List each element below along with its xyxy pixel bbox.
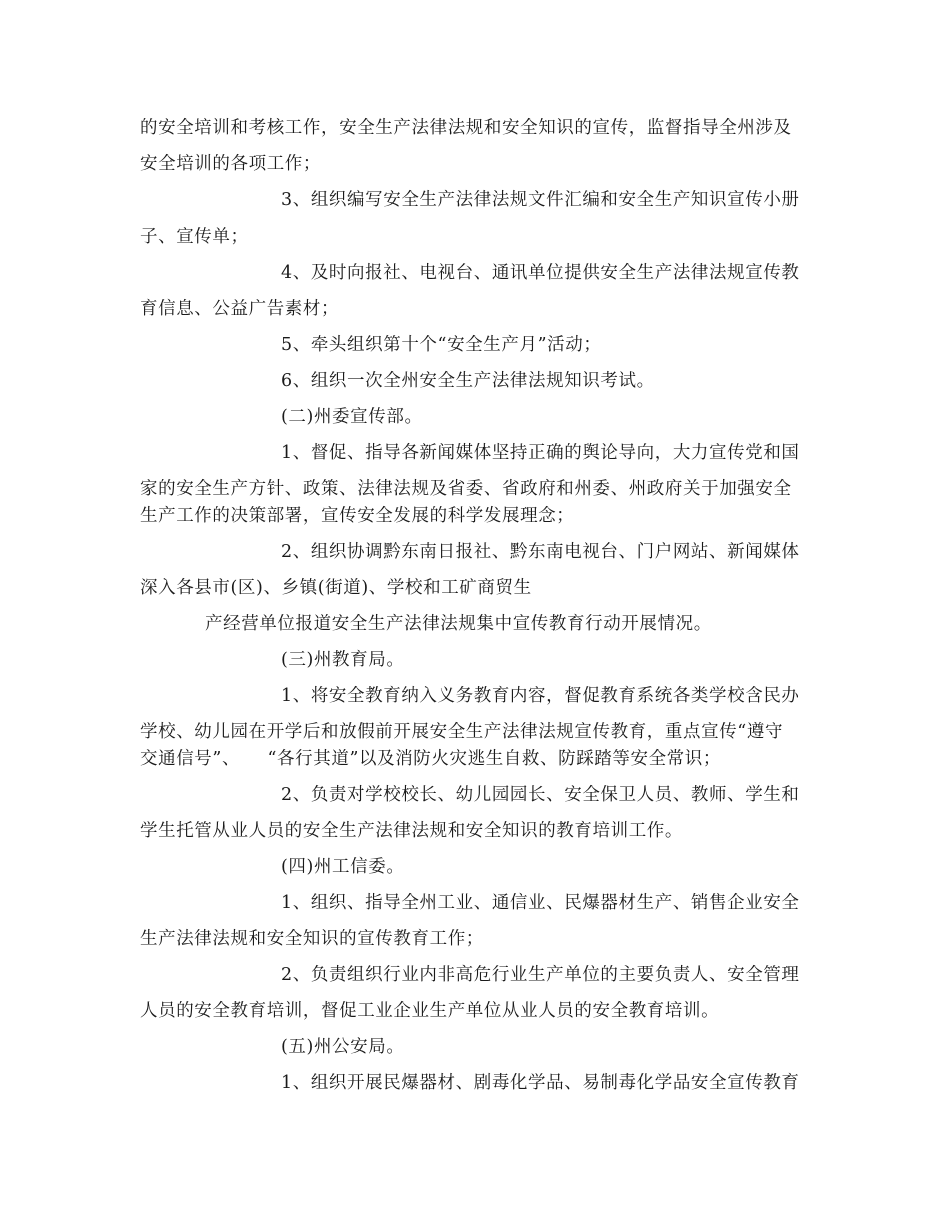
text-line: 交通信号”、 “各行其道”以及消防火灾逃生自救、防踩踏等安全常识；	[140, 749, 721, 769]
text-line: 生产法律法规和安全知识的宣传教育工作；	[140, 929, 484, 949]
text-line: 深入各县市(区)、乡镇(街道)、学校和工矿商贸生	[140, 578, 532, 598]
text-line: 子、宣传单；	[140, 227, 249, 247]
text-line: 1、将安全教育纳入义务教育内容，督促教育系统各类学校含民办	[281, 686, 800, 706]
text-line: 2、组织协调黔东南日报社、黔东南电视台、门户网站、新闻媒体	[281, 542, 800, 562]
text-line: 学生托管从业人员的安全生产法律法规和安全知识的教育培训工作。	[140, 821, 683, 841]
text-line: 人员的安全教育培训，督促工业企业生产单位从业人员的安全教育培训。	[140, 1001, 720, 1021]
text-line: 的安全培训和考核工作，安全生产法律法规和安全知识的宣传，监督指导全州涉及	[140, 118, 792, 138]
text-line: 6、组织一次全州安全生产法律法规知识考试。	[281, 371, 655, 391]
text-line: 2、负责对学校校长、幼儿园园长、安全保卫人员、教师、学生和	[281, 785, 800, 805]
text-line: 产经营单位报道安全生产法律法规集中宣传教育行动开展情况。	[205, 614, 712, 634]
text-line: 1、督促、指导各新闻媒体坚持正确的舆论导向，大力宣传党和国	[281, 443, 800, 463]
text-line: 安全培训的各项工作；	[140, 154, 321, 174]
text-line: 4、及时向报社、电视台、通讯单位提供安全生产法律法规宣传教	[281, 263, 800, 283]
section-heading: (四)州工信委。	[281, 857, 405, 877]
section-heading: (五)州公安局。	[281, 1037, 405, 1057]
text-line: 1、组织、指导全州工业、通信业、民爆器材生产、销售企业安全	[281, 893, 800, 913]
text-line: 2、负责组织行业内非高危行业生产单位的主要负责人、安全管理	[281, 965, 800, 985]
section-heading: (二)州委宣传部。	[281, 407, 423, 427]
section-heading: (三)州教育局。	[281, 650, 405, 670]
text-line: 1、组织开展民爆器材、剧毒化学品、易制毒化学品安全宣传教育	[281, 1073, 800, 1093]
text-line: 育信息、公益广告素材；	[140, 299, 340, 319]
text-line: 生产工作的决策部署，宣传安全发展的科学发展理念；	[140, 506, 575, 526]
text-line: 3、组织编写安全生产法律法规文件汇编和安全生产知识宣传小册	[281, 190, 800, 210]
text-line: 学校、幼儿园在开学后和放假前开展安全生产法律法规宣传教育，重点宣传“遵守	[140, 722, 784, 742]
text-line: 家的安全生产方针、政策、法律法规及省委、省政府和州委、州政府关于加强安全	[140, 479, 792, 499]
text-line: 5、牵头组织第十个“安全生产月”活动；	[281, 335, 602, 355]
